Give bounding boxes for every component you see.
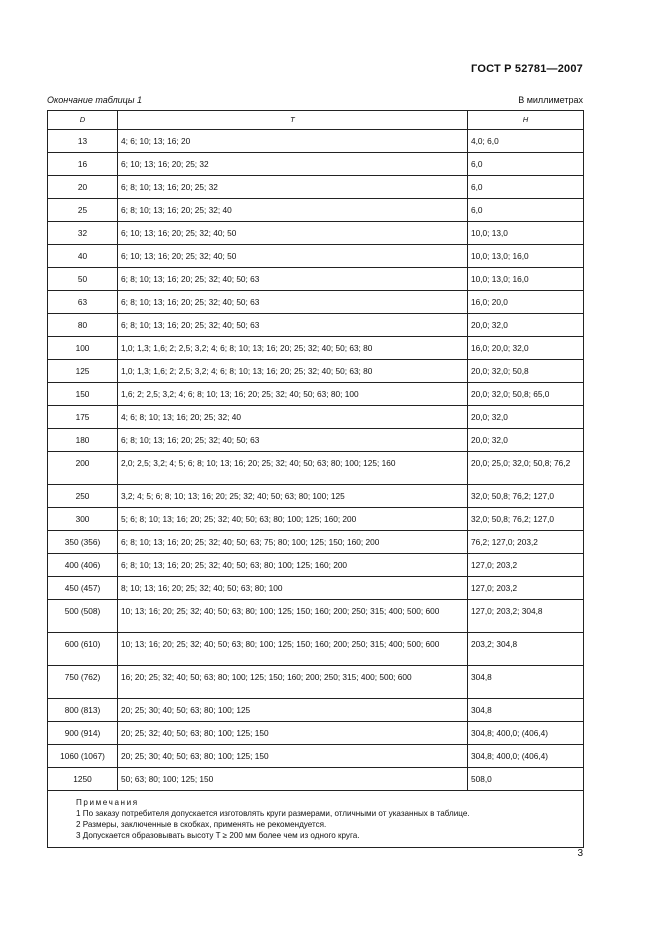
cell-h: 10,0; 13,0; 16,0 xyxy=(468,268,584,291)
cell-h: 20,0; 32,0; 50,8; 65,0 xyxy=(468,383,584,406)
notes-cell xyxy=(48,791,584,848)
cell-h: 20,0; 32,0 xyxy=(468,429,584,452)
cell-d: 50 xyxy=(48,268,118,291)
cell-h: 20,0; 32,0 xyxy=(468,406,584,429)
table-row xyxy=(48,745,584,768)
table-row xyxy=(48,130,584,153)
cell-t: 1,6; 2; 2,5; 3,2; 4; 6; 8; 10; 13; 16; 20; 25; 32; 40; 50; 63; 80; 100 xyxy=(118,383,468,406)
cell-d: 80 xyxy=(48,314,118,337)
cell-d: 300 xyxy=(48,508,118,531)
cell-h: 304,8 xyxy=(468,699,584,722)
cell-d: 500 (508) xyxy=(48,600,118,633)
cell-h: 127,0; 203,2; 304,8 xyxy=(468,600,584,633)
table-caption: Окончание таблицы 1 xyxy=(47,95,142,105)
cell-t: 5; 6; 8; 10; 13; 16; 20; 25; 32; 40; 50; 63; 80; 100; 125; 160; 200 xyxy=(118,508,468,531)
cell-d: 125 xyxy=(48,360,118,383)
cell-d: 1250 xyxy=(48,768,118,791)
cell-t: 4; 6; 10; 13; 16; 20 xyxy=(118,130,468,153)
column-header-h: H xyxy=(468,111,584,130)
note-item: 2 Размеры, заключенные в скобках, применять не рекомендуется. xyxy=(76,820,327,829)
table-row xyxy=(48,153,584,176)
table-row xyxy=(48,722,584,745)
column-header-d: D xyxy=(48,111,118,130)
cell-t: 20; 25; 30; 40; 50; 63; 80; 100; 125; 150 xyxy=(118,745,468,768)
table-row xyxy=(48,176,584,199)
table-row xyxy=(48,452,584,485)
table-row xyxy=(48,314,584,337)
dimensions-table xyxy=(47,110,584,848)
cell-d: 900 (914) xyxy=(48,722,118,745)
cell-d: 20 xyxy=(48,176,118,199)
table-row xyxy=(48,485,584,508)
cell-d: 350 (356) xyxy=(48,531,118,554)
table-row xyxy=(48,600,584,633)
cell-d: 400 (406) xyxy=(48,554,118,577)
cell-h: 127,0; 203,2 xyxy=(468,577,584,600)
table-row xyxy=(48,699,584,722)
table-row xyxy=(48,768,584,791)
cell-t: 50; 63; 80; 100; 125; 150 xyxy=(118,768,468,791)
table-row xyxy=(48,633,584,666)
cell-t: 16; 20; 25; 32; 40; 50; 63; 80; 100; 125; 150; 160; 200; 250; 315; 400; 500; 600 xyxy=(118,666,468,699)
cell-h: 6,0 xyxy=(468,176,584,199)
cell-d: 32 xyxy=(48,222,118,245)
cell-d: 180 xyxy=(48,429,118,452)
cell-h: 6,0 xyxy=(468,199,584,222)
cell-h: 32,0; 50,8; 76,2; 127,0 xyxy=(468,485,584,508)
cell-h: 6,0 xyxy=(468,153,584,176)
cell-h: 16,0; 20,0; 32,0 xyxy=(468,337,584,360)
cell-d: 250 xyxy=(48,485,118,508)
table-row xyxy=(48,337,584,360)
table-row xyxy=(48,383,584,406)
cell-t: 6; 8; 10; 13; 16; 20; 25; 32; 40; 50; 63 xyxy=(118,268,468,291)
table-row xyxy=(48,360,584,383)
cell-t: 2,0; 2,5; 3,2; 4; 5; 6; 8; 10; 13; 16; 20; 25; 32; 40; 50; 63; 80; 100; 125; 160 xyxy=(118,452,468,485)
note-item: 1 По заказу потребителя допускается изготовлять круги размерами, отличными от указанных в таблице. xyxy=(76,809,470,818)
table-row xyxy=(48,508,584,531)
page-number: 3 xyxy=(577,848,583,859)
cell-h: 20,0; 25,0; 32,0; 50,8; 76,2 xyxy=(468,452,584,485)
cell-h: 10,0; 13,0 xyxy=(468,222,584,245)
cell-t: 20; 25; 30; 40; 50; 63; 80; 100; 125 xyxy=(118,699,468,722)
cell-d: 40 xyxy=(48,245,118,268)
cell-h: 20,0; 32,0; 50,8 xyxy=(468,360,584,383)
table-row xyxy=(48,222,584,245)
cell-d: 1060 (1067) xyxy=(48,745,118,768)
cell-t: 6; 8; 10; 13; 16; 20; 25; 32; 40; 50; 63; 75; 80; 100; 125; 150; 160; 200 xyxy=(118,531,468,554)
cell-h: 304,8 xyxy=(468,666,584,699)
cell-d: 100 xyxy=(48,337,118,360)
cell-h: 20,0; 32,0 xyxy=(468,314,584,337)
cell-t: 10; 13; 16; 20; 25; 32; 40; 50; 63; 80; 100; 125; 150; 160; 200; 250; 315; 400; 500; 600 xyxy=(118,600,468,633)
cell-t: 6; 8; 10; 13; 16; 20; 25; 32 xyxy=(118,176,468,199)
cell-t: 4; 6; 8; 10; 13; 16; 20; 25; 32; 40 xyxy=(118,406,468,429)
cell-t: 6; 10; 13; 16; 20; 25; 32 xyxy=(118,153,468,176)
column-header-t: T xyxy=(118,111,468,130)
table-row xyxy=(48,429,584,452)
table-row xyxy=(48,245,584,268)
cell-h: 508,0 xyxy=(468,768,584,791)
table-row xyxy=(48,666,584,699)
cell-d: 750 (762) xyxy=(48,666,118,699)
note-item: 3 Допускается образовывать высоту T ≥ 200 мм более чем из одного круга. xyxy=(76,831,360,840)
cell-t: 6; 10; 13; 16; 20; 25; 32; 40; 50 xyxy=(118,222,468,245)
cell-d: 200 xyxy=(48,452,118,485)
cell-h: 127,0; 203,2 xyxy=(468,554,584,577)
cell-t: 6; 8; 10; 13; 16; 20; 25; 32; 40 xyxy=(118,199,468,222)
cell-d: 600 (610) xyxy=(48,633,118,666)
cell-d: 800 (813) xyxy=(48,699,118,722)
cell-d: 13 xyxy=(48,130,118,153)
cell-d: 175 xyxy=(48,406,118,429)
cell-t: 8; 10; 13; 16; 20; 25; 32; 40; 50; 63; 80; 100 xyxy=(118,577,468,600)
notes-title: Примечания xyxy=(76,798,139,807)
table-row xyxy=(48,268,584,291)
cell-t: 3,2; 4; 5; 6; 8; 10; 13; 16; 20; 25; 32; 40; 50; 63; 80; 100; 125 xyxy=(118,485,468,508)
table-row xyxy=(48,531,584,554)
cell-d: 450 (457) xyxy=(48,577,118,600)
cell-t: 10; 13; 16; 20; 25; 32; 40; 50; 63; 80; 100; 125; 150; 160; 200; 250; 315; 400; 500; 600 xyxy=(118,633,468,666)
cell-t: 6; 8; 10; 13; 16; 20; 25; 32; 40; 50; 63 xyxy=(118,429,468,452)
cell-t: 6; 8; 10; 13; 16; 20; 25; 32; 40; 50; 63; 80; 100; 125; 160; 200 xyxy=(118,554,468,577)
table-row xyxy=(48,577,584,600)
cell-t: 6; 8; 10; 13; 16; 20; 25; 32; 40; 50; 63 xyxy=(118,314,468,337)
cell-d: 16 xyxy=(48,153,118,176)
cell-h: 16,0; 20,0 xyxy=(468,291,584,314)
cell-t: 1,0; 1,3; 1,6; 2; 2,5; 3,2; 4; 6; 8; 10; 13; 16; 20; 25; 32; 40; 50; 63; 80 xyxy=(118,360,468,383)
cell-t: 6; 8; 10; 13; 16; 20; 25; 32; 40; 50; 63 xyxy=(118,291,468,314)
cell-h: 76,2; 127,0; 203,2 xyxy=(468,531,584,554)
cell-d: 150 xyxy=(48,383,118,406)
notes-row xyxy=(48,791,584,848)
units-label: В миллиметрах xyxy=(518,95,583,105)
cell-h: 304,8; 400,0; (406,4) xyxy=(468,722,584,745)
table-row xyxy=(48,199,584,222)
document-code: ГОСТ Р 52781—2007 xyxy=(471,63,583,75)
cell-t: 1,0; 1,3; 1,6; 2; 2,5; 3,2; 4; 6; 8; 10; 13; 16; 20; 25; 32; 40; 50; 63; 80 xyxy=(118,337,468,360)
cell-t: 6; 10; 13; 16; 20; 25; 32; 40; 50 xyxy=(118,245,468,268)
table-row xyxy=(48,291,584,314)
cell-d: 63 xyxy=(48,291,118,314)
cell-h: 304,8; 400,0; (406,4) xyxy=(468,745,584,768)
cell-d: 25 xyxy=(48,199,118,222)
cell-h: 4,0; 6,0 xyxy=(468,130,584,153)
table-row xyxy=(48,554,584,577)
cell-t: 20; 25; 32; 40; 50; 63; 80; 100; 125; 150 xyxy=(118,722,468,745)
table-header-row xyxy=(48,111,584,130)
cell-h: 203,2; 304,8 xyxy=(468,633,584,666)
cell-h: 32,0; 50,8; 76,2; 127,0 xyxy=(468,508,584,531)
cell-h: 10,0; 13,0; 16,0 xyxy=(468,245,584,268)
table-row xyxy=(48,406,584,429)
